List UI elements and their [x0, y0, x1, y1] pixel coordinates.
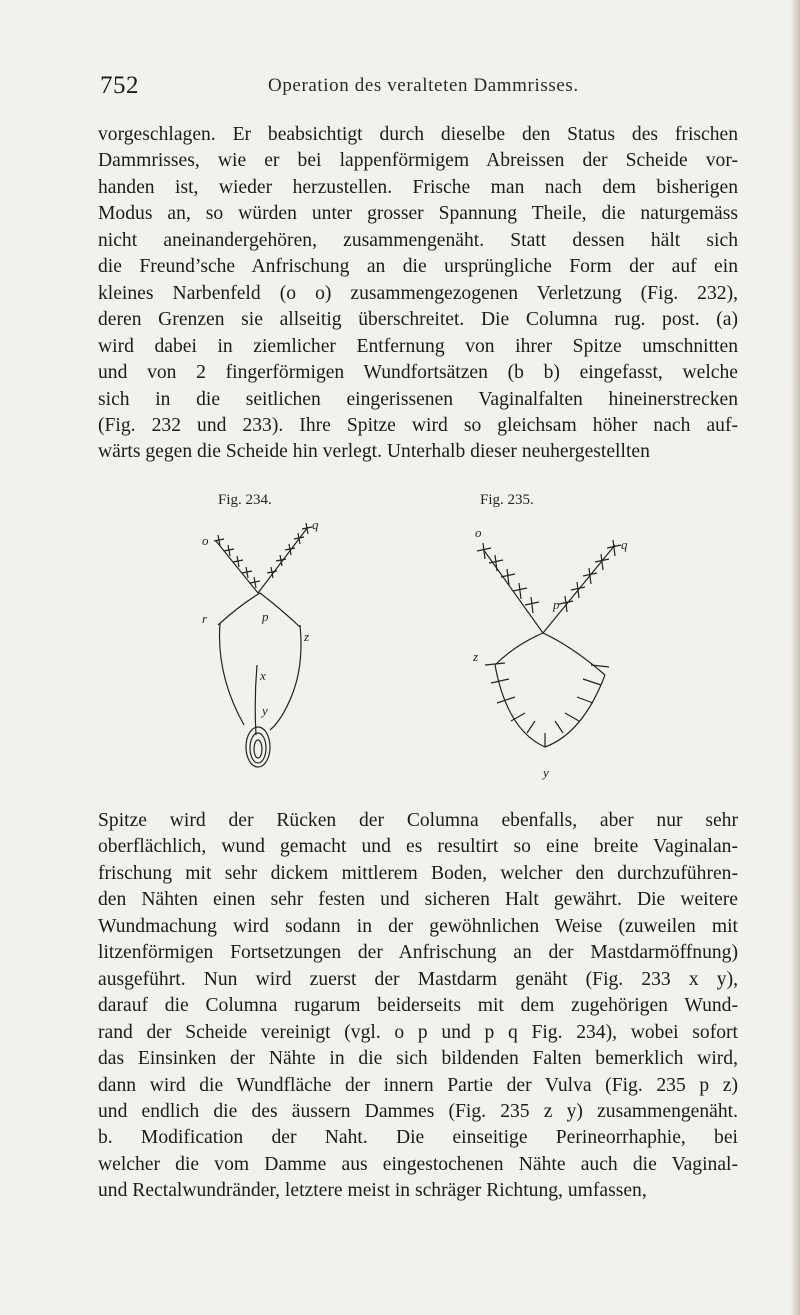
- text-line: kleines Narbenfeld (o o) zusammengezogenen Verletzung (Fig. 232),: [98, 282, 738, 304]
- text-line: dann wird die Wundfläche der innern Partie der Vulva (Fig. 235 p z): [98, 1074, 738, 1096]
- suture-line-right: [543, 545, 615, 633]
- label-y: y: [262, 703, 268, 718]
- figure-234-caption: Fig. 234.: [218, 492, 272, 508]
- figure-235-drawing: [455, 515, 635, 785]
- text-line: b. Modification der Naht. Die einseitige Perineorrhaphie, bei: [98, 1127, 738, 1149]
- label-y: y: [543, 765, 549, 780]
- paragraph-2: [98, 808, 738, 1205]
- page-header: [100, 68, 740, 108]
- text-line: den Nähten einen sehr festen und sicheren Halt gewährt. Die weitere: [98, 889, 738, 911]
- label-q: q: [621, 537, 628, 552]
- text-line: und von 2 fingerförmigen Wundfortsätzen (b b) eingefasst, welche: [98, 362, 738, 384]
- text-line: und endlich die des äussern Dammes (Fig. 235 z y) zusammengenäht.: [98, 1100, 738, 1122]
- text-line: wärts gegen die Scheide hin verlegt. Unterhalb dieser neuhergestellten: [98, 441, 650, 463]
- label-r: r: [202, 611, 208, 626]
- figure-234-drawing: [200, 515, 320, 775]
- text-line: Dammrisses, wie er bei lappenförmigem Abreissen der Scheide vor-: [98, 150, 738, 172]
- wound-outline-left: [220, 623, 245, 725]
- text-line: ausgeführt. Nun wird zuerst der Mastdarm genäht (Fig. 233 x y),: [98, 968, 738, 990]
- label-q: q: [312, 517, 319, 532]
- text-line: welcher die vom Damme aus eingestochenen Nähte auch die Vaginal-: [98, 1153, 738, 1175]
- text-line: und Rectalwundränder, letztere meist in schräger Richtung, umfassen,: [98, 1180, 647, 1202]
- figure-235: [455, 515, 635, 785]
- perineum-suture-curve: [495, 665, 605, 747]
- suture-line-left: [216, 541, 258, 593]
- paragraph-1: [98, 122, 738, 466]
- anus-inner: [254, 740, 262, 758]
- label-p: p: [262, 609, 269, 624]
- text-line: nicht aneinandergehören, zusammengenäht. Statt dessen hält sich: [98, 229, 738, 251]
- text-line: Modus an, so würden unter grosser Spannung Theile, die naturgemäss: [98, 203, 738, 225]
- text-line: oberflächlich, wund gemacht und es resultirt so eine breite Vaginalan-: [98, 836, 738, 858]
- rectum-suture-line: [255, 665, 257, 735]
- text-line: (Fig. 232 und 233). Ihre Spitze wird so gleichsam höher nach auf-: [98, 414, 738, 436]
- label-p: p: [553, 597, 560, 612]
- page-number: 752: [100, 72, 139, 99]
- label-x: x: [260, 668, 266, 683]
- text-line: die Freund’sche Anfrischung an die ursprüngliche Form der auf ein: [98, 256, 738, 278]
- vulva-outline: [495, 633, 605, 675]
- label-o: o: [202, 533, 209, 548]
- label-z: z: [473, 649, 479, 664]
- label-o: o: [475, 525, 482, 540]
- text-line: Wundmachung wird sodann in der gewöhnlichen Weise (zuweilen mit: [98, 915, 738, 937]
- text-line: frischung mit sehr dickem mittlerem Boden, welcher den durchzuführen-: [98, 862, 738, 884]
- text-line: vorgeschlagen. Er beabsichtigt durch dieselbe den Status des frischen: [98, 124, 738, 145]
- running-title: Operation des veralteten Dammrisses.: [268, 75, 579, 96]
- text-line: rand der Scheide vereinigt (vgl. o p und p q Fig. 234), wobei sofort: [98, 1021, 738, 1043]
- text-line: darauf die Columna rugarum beiderseits mit dem zugehörigen Wund-: [98, 995, 738, 1017]
- suture-crosses-left: [214, 535, 260, 588]
- text-line: deren Grenzen sie allseitig überschreitet. Die Columna rug. post. (a): [98, 309, 738, 331]
- text-line: handen ist, wieder herzustellen. Frische man nach dem bisherigen: [98, 176, 738, 198]
- text-line: Spitze wird der Rücken der Columna ebenfalls, aber nur sehr: [98, 810, 738, 831]
- text-line: litzenförmigen Fortsetzungen der Anfrischung an der Mastdarmöffnung): [98, 942, 738, 964]
- wound-outline-right: [270, 625, 301, 730]
- wound-outline-upper: [218, 593, 300, 627]
- text-line: sich in die seitlichen eingerissenen Vaginalfalten hineinerstrecken: [98, 388, 738, 410]
- text-line: das Einsinken der Nähte in die sich bildenden Falten bemerklich wird,: [98, 1048, 738, 1070]
- page-edge: [790, 0, 800, 1315]
- figure-235-caption: Fig. 235.: [480, 492, 534, 508]
- text-line: wird dabei in ziemlicher Entfernung von ihrer Spitze umschnitten: [98, 335, 738, 357]
- figure-234: [200, 515, 320, 775]
- label-z: z: [304, 629, 310, 644]
